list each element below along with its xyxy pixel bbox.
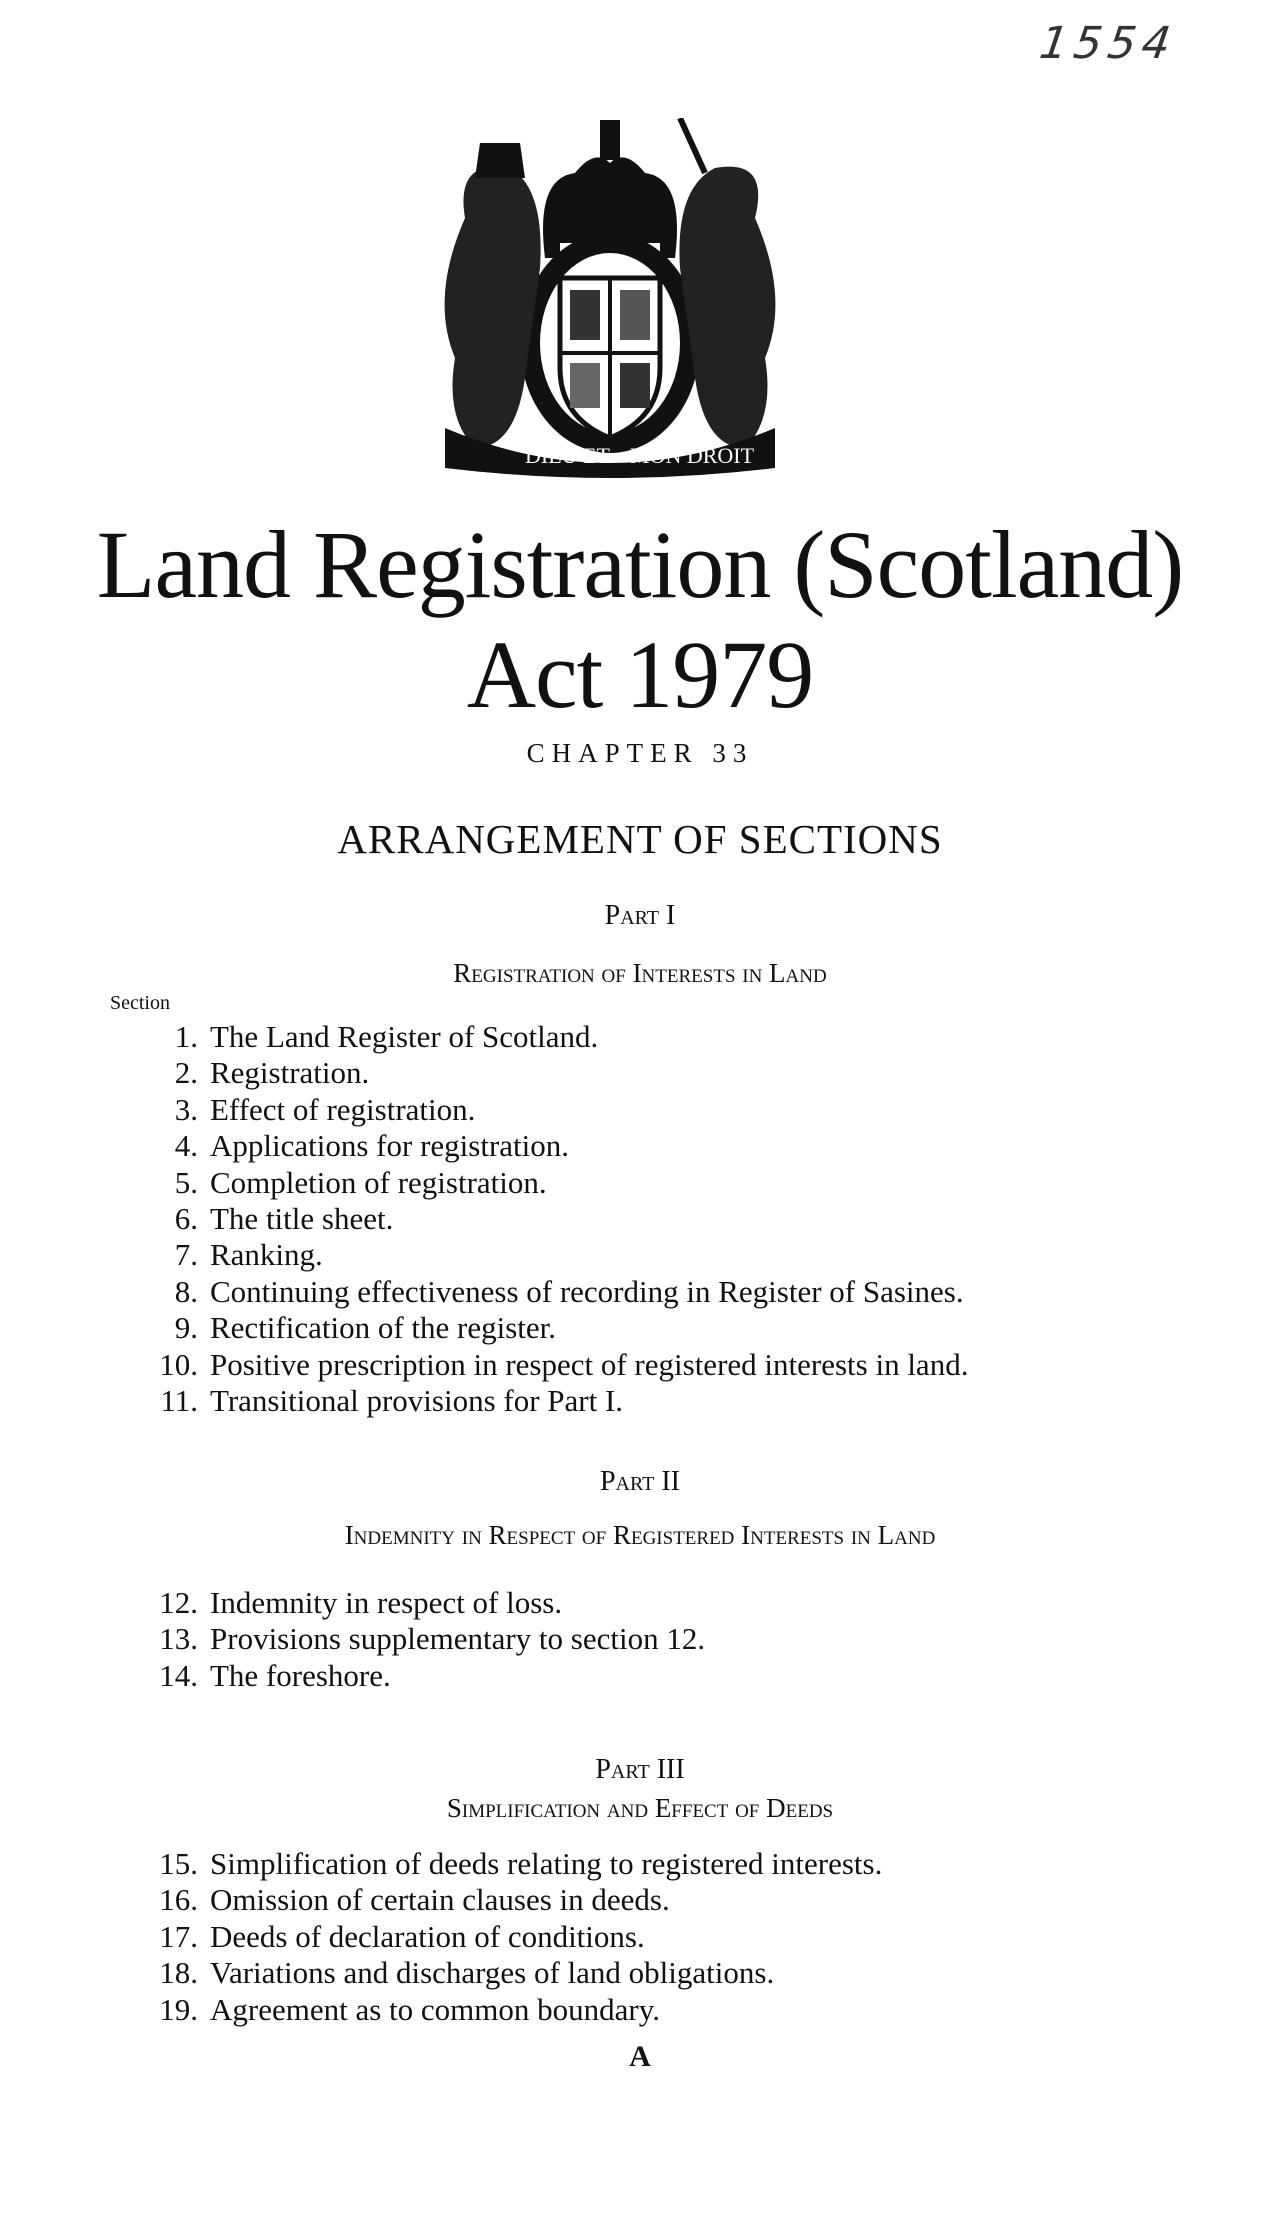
section-item (0, 1055, 370, 1091)
section-item (0, 1657, 391, 1694)
section-number: 4. (174, 1128, 198, 1164)
section-item (0, 1237, 323, 1273)
section-title: Indemnity in respect of loss. (210, 1585, 563, 1620)
section-number: 5. (174, 1164, 198, 1200)
part-1-label: Part I (604, 900, 676, 931)
section-title: Deeds of declaration of conditions. (210, 1918, 645, 1954)
section-title: Effect of registration. (210, 1091, 476, 1127)
part-1-heading: Registration of Interests in Land (453, 958, 827, 988)
part-3-label: Part III (595, 1754, 685, 1785)
section-title: The foreshore. (210, 1657, 391, 1693)
section-item (0, 1346, 969, 1383)
section-title: Agreement as to common boundary. (210, 1991, 660, 2027)
section-number: 8. (174, 1273, 198, 1309)
section-item (0, 1310, 557, 1346)
section-number: 3. (174, 1091, 198, 1127)
motto-right: MON DROIT (630, 443, 755, 468)
section-number: 2. (174, 1055, 198, 1091)
section-title: Simplification of deeds relating to registered interests. (210, 1846, 883, 1881)
section-number: 13. (159, 1621, 198, 1657)
part-2-heading: Indemnity in Respect of Registered Interests in Land (344, 1520, 936, 1550)
section-item (0, 1128, 569, 1164)
handwritten-page-number: 1554 (1036, 18, 1180, 69)
section-title: Rectification of the register. (210, 1310, 557, 1346)
section-title: Omission of certain clauses in deeds. (210, 1882, 670, 1918)
section-title: Positive prescription in respect of registered interests in land. (210, 1346, 969, 1382)
arrangement-heading: ARRANGEMENT OF SECTIONS (337, 816, 943, 862)
section-item (0, 1019, 599, 1055)
section-title: Applications for registration. (210, 1128, 569, 1164)
section-item (0, 1585, 563, 1621)
royal-coat-of-arms-icon (425, 118, 795, 478)
signature-mark: A (629, 2040, 651, 2073)
section-column-label: Section (110, 992, 170, 1014)
section-title: Provisions supplementary to section 12. (210, 1621, 706, 1657)
chapter-number: CHAPTER 33 (526, 738, 754, 768)
section-number: 7. (174, 1237, 198, 1273)
section-number: 1. (174, 1019, 198, 1054)
section-number: 19. (159, 1991, 198, 2027)
section-title: Completion of registration. (210, 1164, 547, 1200)
section-number: 17. (159, 1918, 198, 1954)
act-title-line-2: Act 1979 (466, 621, 814, 728)
section-title: Continuing effectiveness of recording in Register of Sasines. (210, 1273, 964, 1309)
section-number: 9. (174, 1310, 198, 1346)
section-number: 16. (159, 1882, 198, 1918)
section-title: Variations and discharges of land obligations. (210, 1955, 775, 1991)
part-2-label: Part II (599, 1466, 681, 1497)
section-item (0, 1164, 547, 1201)
section-item (0, 1383, 624, 1419)
section-item (0, 1201, 394, 1237)
section-number: 6. (174, 1201, 198, 1236)
section-title: Registration. (210, 1055, 370, 1091)
motto-left: DIEU ET (525, 443, 610, 468)
section-item (0, 1991, 660, 2028)
section-number: 10. (159, 1346, 198, 1382)
section-item (0, 1955, 775, 1991)
section-number: 11. (160, 1383, 198, 1418)
section-number: 14. (159, 1657, 198, 1693)
section-title: The title sheet. (210, 1201, 394, 1236)
act-title-line-1: Land Registration (Scotland) (96, 511, 1184, 618)
section-number: 18. (159, 1955, 198, 1991)
section-item (0, 1273, 964, 1310)
section-item (0, 1846, 883, 1882)
section-number: 15. (159, 1846, 198, 1881)
section-number: 12. (159, 1585, 198, 1620)
section-item (0, 1882, 670, 1918)
section-item (0, 1918, 645, 1955)
section-item (0, 1091, 476, 1128)
section-title: Transitional provisions for Part I. (210, 1383, 624, 1418)
section-item (0, 1621, 706, 1657)
section-title: The Land Register of Scotland. (210, 1019, 599, 1054)
part-3-heading: Simplification and Effect of Deeds (446, 1793, 834, 1823)
section-title: Ranking. (210, 1237, 323, 1273)
